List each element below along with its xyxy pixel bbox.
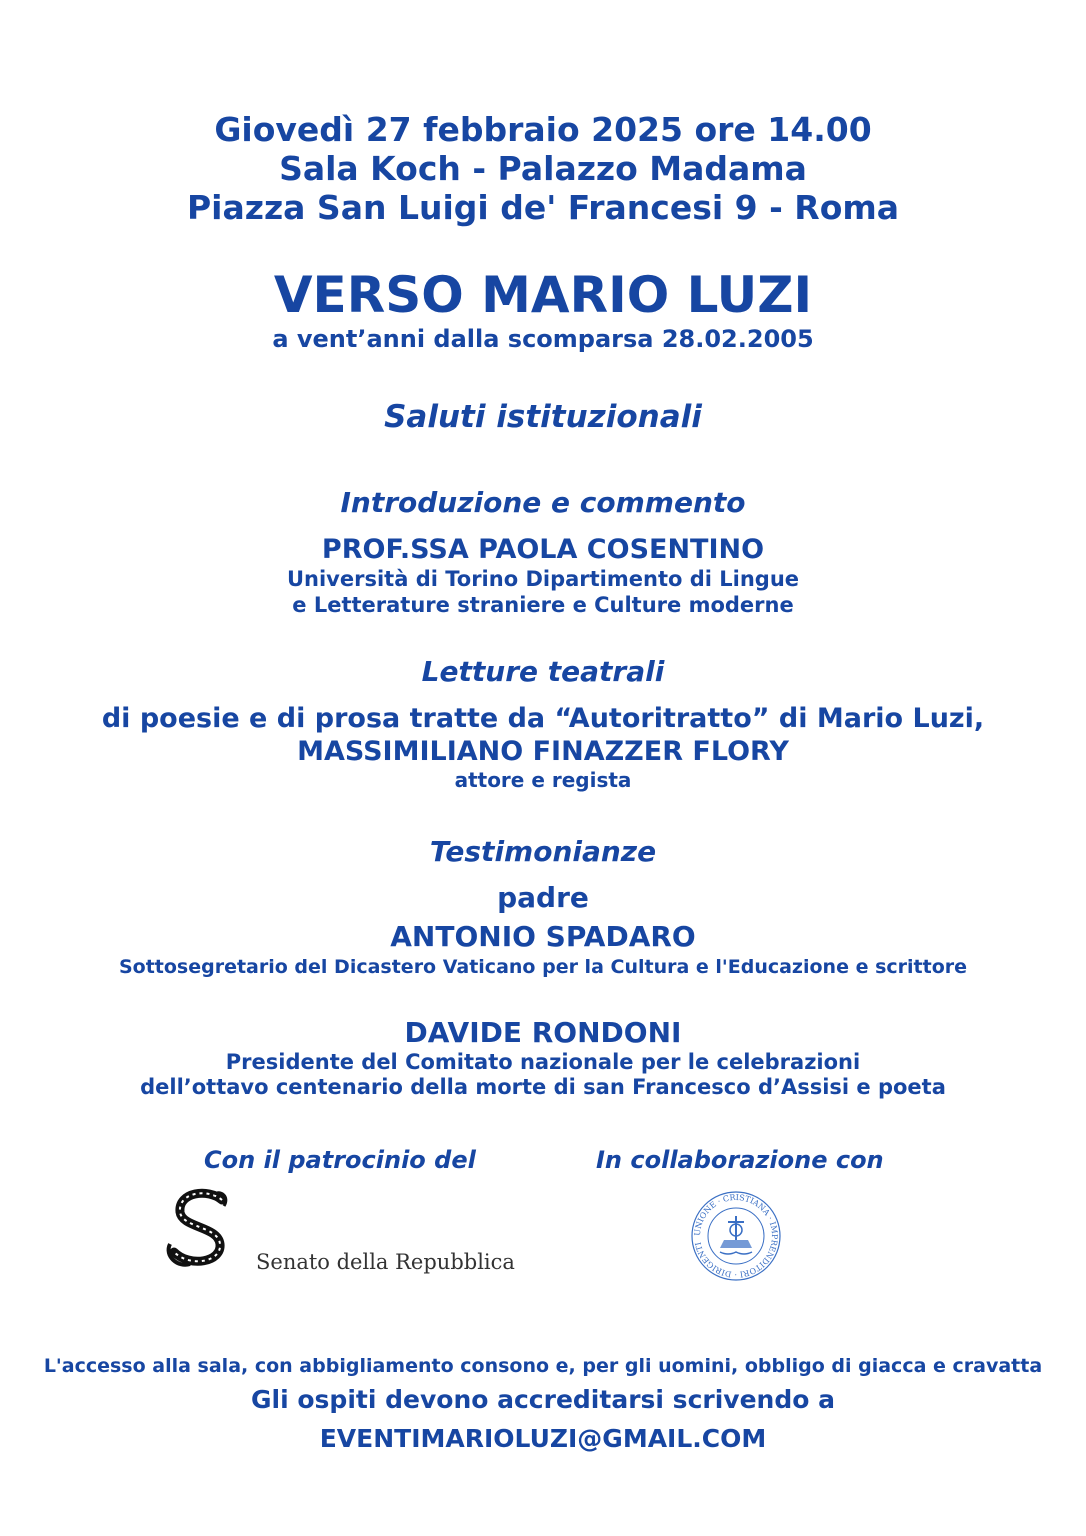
- senato-s-logo-icon: [160, 1186, 250, 1276]
- greetings-heading: Saluti istituzionali: [384, 399, 702, 435]
- event-title: VERSO MARIO LUZI: [273, 266, 813, 324]
- readings-speaker: MASSIMILIANO FINAZZER FLORY: [297, 736, 789, 767]
- intro-heading: Introduzione e commento: [340, 486, 746, 519]
- speaker2-name: DAVIDE RONDONI: [404, 1016, 682, 1049]
- patronage-label: Con il patrocinio del: [204, 1146, 476, 1174]
- venue-line: Sala Koch - Palazzo Madama: [279, 149, 807, 188]
- speaker2-role-2: dell’ottavo centenario della morte di san Francesco d’Assisi e poeta: [140, 1075, 946, 1099]
- speaker1-name: ANTONIO SPADARO: [390, 920, 696, 953]
- readings-heading: Letture teatrali: [421, 655, 665, 688]
- ucid-seal-text: UNIONE · CRISTIANA · IMPRENDITORI · DIRIGENTI: [692, 1192, 780, 1280]
- intro-speaker: PROF.SSA PAOLA COSENTINO: [321, 534, 765, 565]
- event-subtitle: a vent’anni dalla scomparsa 28.02.2005: [272, 325, 814, 353]
- dress-code-note: L'accesso alla sala, con abbigliamento consono e, per gli uomini, obbligo di giacca e cravatta: [43, 1355, 1043, 1377]
- testimony-heading: Testimonianze: [429, 835, 657, 868]
- contact-email[interactable]: EVENTIMARIOLUZI@GMAIL.COM: [319, 1424, 767, 1453]
- speaker2-role-1: Presidente del Comitato nazionale per le celebrazioni: [225, 1050, 861, 1074]
- readings-description: di poesie e di prosa tratte da “Autoritratto” di Mario Luzi,: [101, 703, 985, 734]
- date-line: Giovedì 27 febbraio 2025 ore 14.00: [214, 110, 872, 149]
- speaker1-role: Sottosegretario del Dicastero Vaticano per la Cultura e l'Educazione e scrittore: [118, 956, 968, 978]
- senato-name: Senato della Repubblica: [256, 1250, 515, 1274]
- collab-label: In collaborazione con: [596, 1146, 884, 1174]
- readings-role: attore e regista: [454, 768, 632, 792]
- address-line: Piazza San Luigi de' Francesi 9 - Roma: [186, 188, 900, 227]
- intro-affiliation-1: Università di Torino Dipartimento di Lingue: [286, 567, 800, 591]
- accreditation-note: Gli ospiti devono accreditarsi scrivendo a: [251, 1385, 835, 1414]
- intro-affiliation-2: e Letterature straniere e Culture moderne: [292, 593, 794, 617]
- ucid-seal-icon: [690, 1190, 782, 1282]
- speaker1-title: padre: [497, 881, 589, 914]
